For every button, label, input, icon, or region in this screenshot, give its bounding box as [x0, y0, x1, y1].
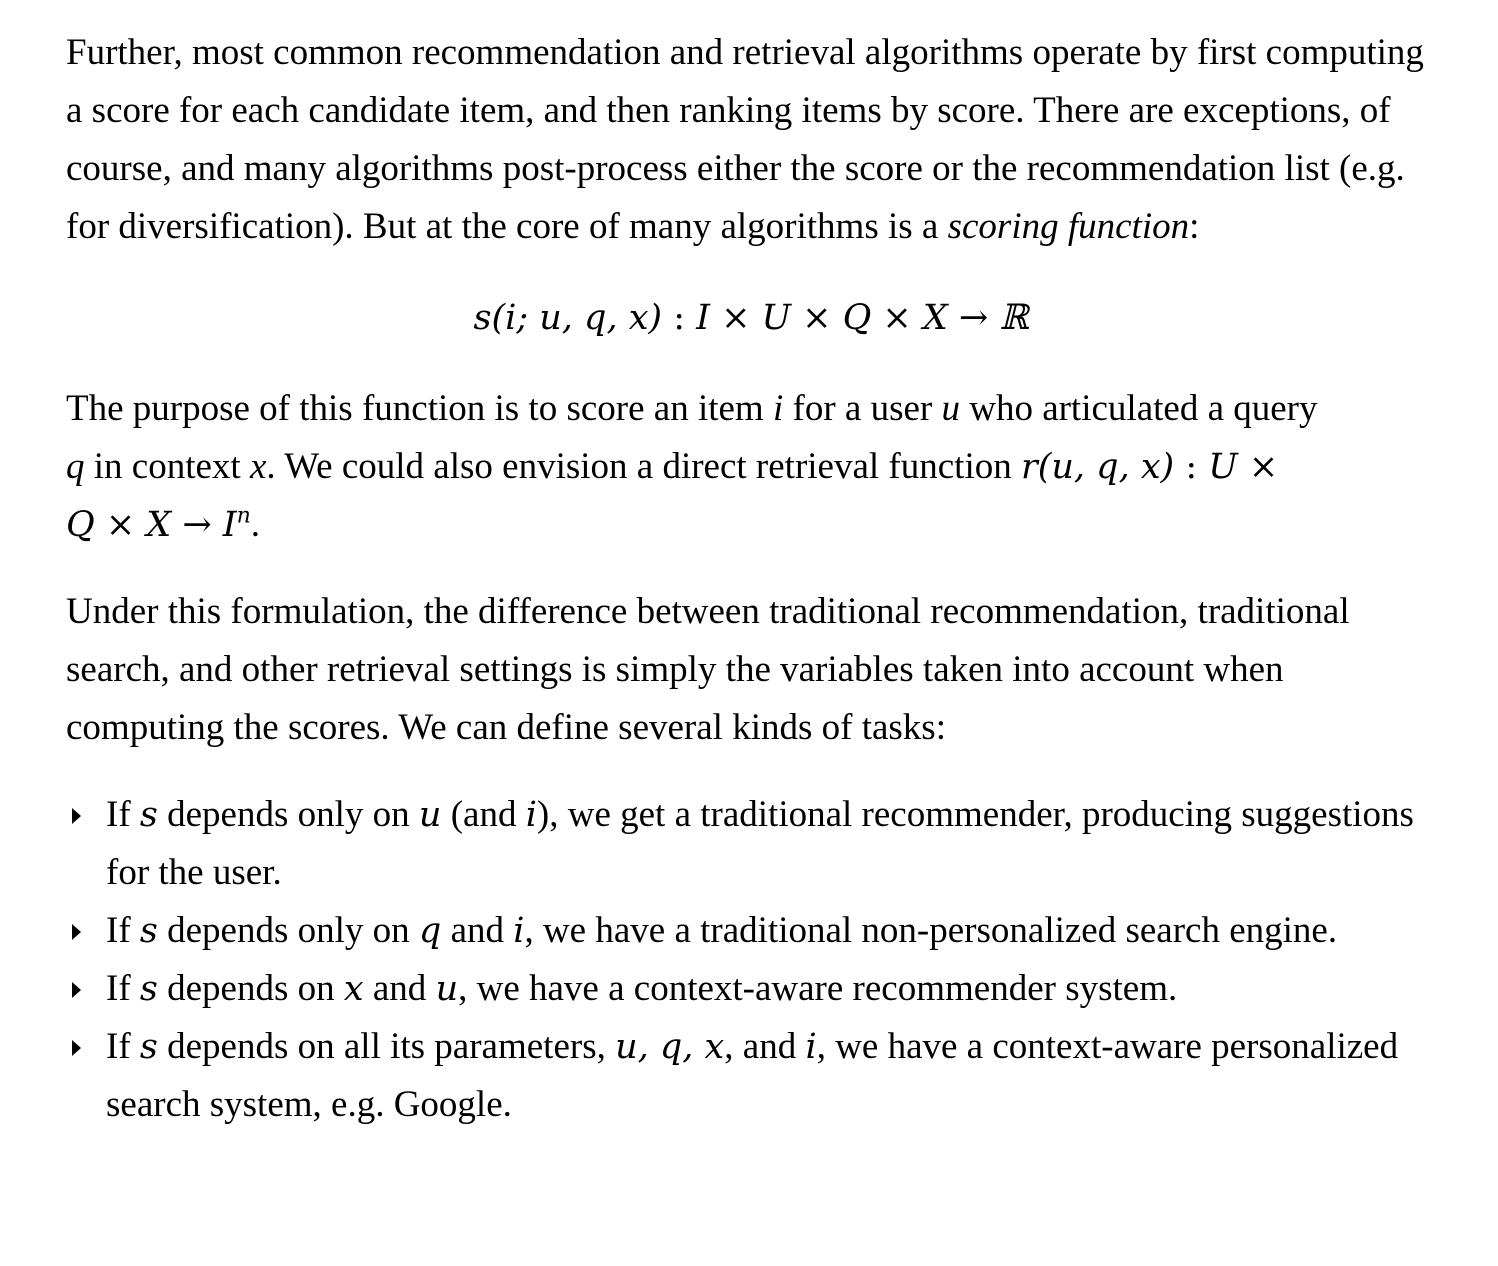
- document-body: [66, 24, 1436, 1134]
- paragraph-scoring-intro: [66, 24, 1436, 256]
- bullet-triangle-icon: [72, 808, 81, 824]
- text-fragment: in context: [84, 446, 250, 487]
- var-u-q-x: u, q, x: [615, 1027, 725, 1067]
- task-list: [66, 786, 1436, 1134]
- text-fragment: for a user: [783, 388, 942, 429]
- text-fragment: and: [363, 968, 436, 1009]
- text-fragment: (and: [441, 794, 526, 835]
- text-fragment: depends on all its parameters,: [157, 1026, 616, 1067]
- text-fragment: If: [106, 910, 140, 951]
- paragraph-end: :: [1189, 206, 1200, 247]
- bullet-triangle-icon: [72, 924, 81, 940]
- text-fragment: ), we get a traditional recommender, producing suggestions for the user.: [106, 794, 1414, 893]
- emphasis-scoring-function: scoring function: [947, 206, 1190, 247]
- text-fragment: . We could also envision a direct retrieval function: [266, 446, 1021, 487]
- text-fragment: depends on: [157, 968, 344, 1009]
- var-u: u: [418, 795, 442, 835]
- var-u: u: [941, 388, 960, 429]
- formula-colon: :: [662, 298, 697, 338]
- text-fragment: who articulated a query: [959, 388, 1318, 429]
- text-fragment: The purpose of this function is to score an item: [66, 388, 773, 429]
- var-x: x: [249, 446, 267, 487]
- var-i: i: [525, 795, 537, 835]
- paragraph-text: Further, most common recommendation and retrieval algorithms operate by first computing a score for each candidate item, and then ranking items by score. There are exceptions, of course, and many algorithms post-process either the score or the recommendation list (e.g. for diversification). But at the core of many algorithms is a: [66, 32, 1424, 247]
- var-s: s: [139, 795, 158, 835]
- var-i: i: [513, 911, 525, 951]
- text-fragment: If: [106, 968, 140, 1009]
- var-q: q: [66, 446, 85, 487]
- var-u: u: [435, 969, 459, 1009]
- display-formula: [66, 289, 1436, 347]
- paragraph-function-purpose: [66, 380, 1436, 554]
- text-fragment: If: [106, 1026, 140, 1067]
- text-fragment: , we have a traditional non-personalized search engine.: [524, 910, 1338, 951]
- var-x: x: [343, 969, 364, 1009]
- text-fragment: , and: [724, 1026, 806, 1067]
- list-item: [66, 902, 1436, 960]
- var-i: i: [805, 1027, 817, 1067]
- retrieval-rhs-part1: U ×: [1208, 447, 1279, 487]
- var-i: i: [772, 388, 784, 429]
- var-s: s: [139, 1027, 158, 1067]
- spacer: [66, 554, 1436, 583]
- var-s: s: [139, 911, 158, 951]
- text-fragment: , we have a context-aware personalized search system, e.g. Google.: [106, 1026, 1399, 1125]
- text-fragment: depends only on: [157, 910, 419, 951]
- list-item: [66, 786, 1436, 902]
- formula-rhs: I × U × Q × X → ℝ: [696, 298, 1029, 338]
- text-fragment: If: [106, 794, 140, 835]
- retrieval-colon: :: [1174, 447, 1209, 487]
- formula-lhs: s(i; u, q, x): [473, 298, 663, 338]
- var-s: s: [139, 969, 158, 1009]
- text-fragment: depends only on: [157, 794, 419, 835]
- retrieval-superscript: n: [236, 503, 251, 529]
- text-fragment: and: [441, 910, 514, 951]
- retrieval-rhs-part2: Q × X → I: [66, 505, 237, 545]
- text-fragment: .: [250, 504, 261, 545]
- retrieval-lhs: r(u, q, x): [1020, 447, 1175, 487]
- var-q: q: [418, 911, 442, 951]
- list-item: [66, 1018, 1436, 1134]
- bullet-triangle-icon: [72, 1040, 81, 1056]
- list-item: [66, 960, 1436, 1018]
- paragraph-formulation: Under this formulation, the difference between traditional recommendation, traditional search, and other retrieval settings is simply the variables taken into account when computing the scores. We can define several kinds of tasks:: [66, 591, 1350, 748]
- text-fragment: , we have a context-aware recommender system.: [458, 968, 1178, 1009]
- bullet-triangle-icon: [72, 982, 81, 998]
